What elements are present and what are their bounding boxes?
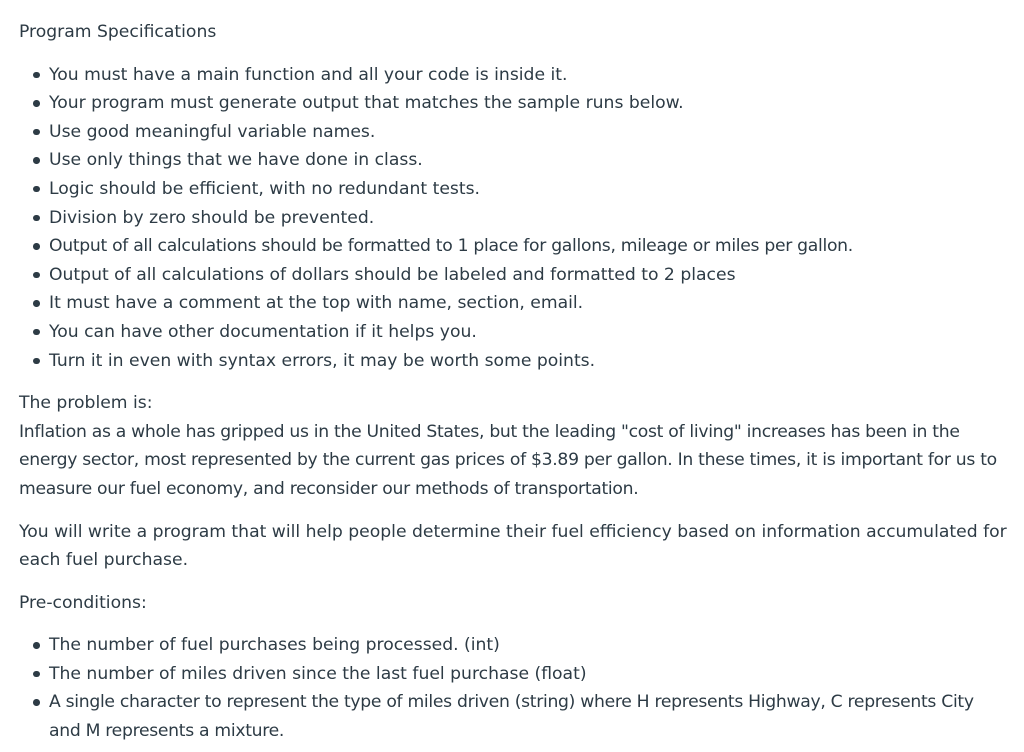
- specifications-heading: Program Specifications: [19, 22, 217, 42]
- problem-section: [19, 389, 1009, 503]
- list-item: Use good meaningful variable names.: [49, 118, 1009, 147]
- list-item: Output of all calculations should be formatted to 1 place for gallons, mileage or miles per gallon.: [49, 232, 1009, 261]
- list-item: Logic should be efficient, with no redundant tests.: [49, 175, 1009, 204]
- list-item: You must have a main function and all your code is inside it.: [49, 61, 1009, 90]
- list-item: The number of fuel purchases being processed. (int): [49, 631, 1009, 660]
- list-item: Your program must generate output that matches the sample runs below.: [49, 89, 1009, 118]
- program-description: You will write a program that will help people determine their fuel efficiency based on information accumulated for each fuel purchase.: [19, 521, 1007, 571]
- list-item: Division by zero should be prevented.: [49, 204, 1009, 233]
- list-item: Use only things that we have done in class.: [49, 146, 1009, 175]
- list-item: The number of miles driven since the last fuel purchase (float): [49, 660, 1009, 689]
- list-item: It must have a comment at the top with name, section, email.: [49, 289, 1009, 318]
- problem-heading: The problem is:: [19, 393, 153, 414]
- list-item: You can have other documentation if it helps you.: [49, 318, 1009, 347]
- list-item: A single character to represent the type of miles driven (string) where H represents Highway, C represents City and M represents a mixture.: [49, 688, 1009, 745]
- problem-text: Inflation as a whole has gripped us in the United States, but the leading "cost of living" increases has been in the energy sector, most represented by the current gas prices of $3.89 per gallon. In these times, it is important for us to measure our fuel economy, and reconsider our methods of transportation.: [19, 421, 997, 499]
- specifications-list: [19, 61, 1009, 376]
- list-item: Turn it in even with syntax errors, it may be worth some points.: [49, 347, 1009, 376]
- document-body: [19, 18, 1009, 746]
- list-item: Output of all calculations of dollars should be labeled and formatted to 2 places: [49, 261, 1009, 290]
- preconditions-list: [19, 631, 1009, 745]
- preconditions-heading: Pre-conditions:: [19, 592, 147, 613]
